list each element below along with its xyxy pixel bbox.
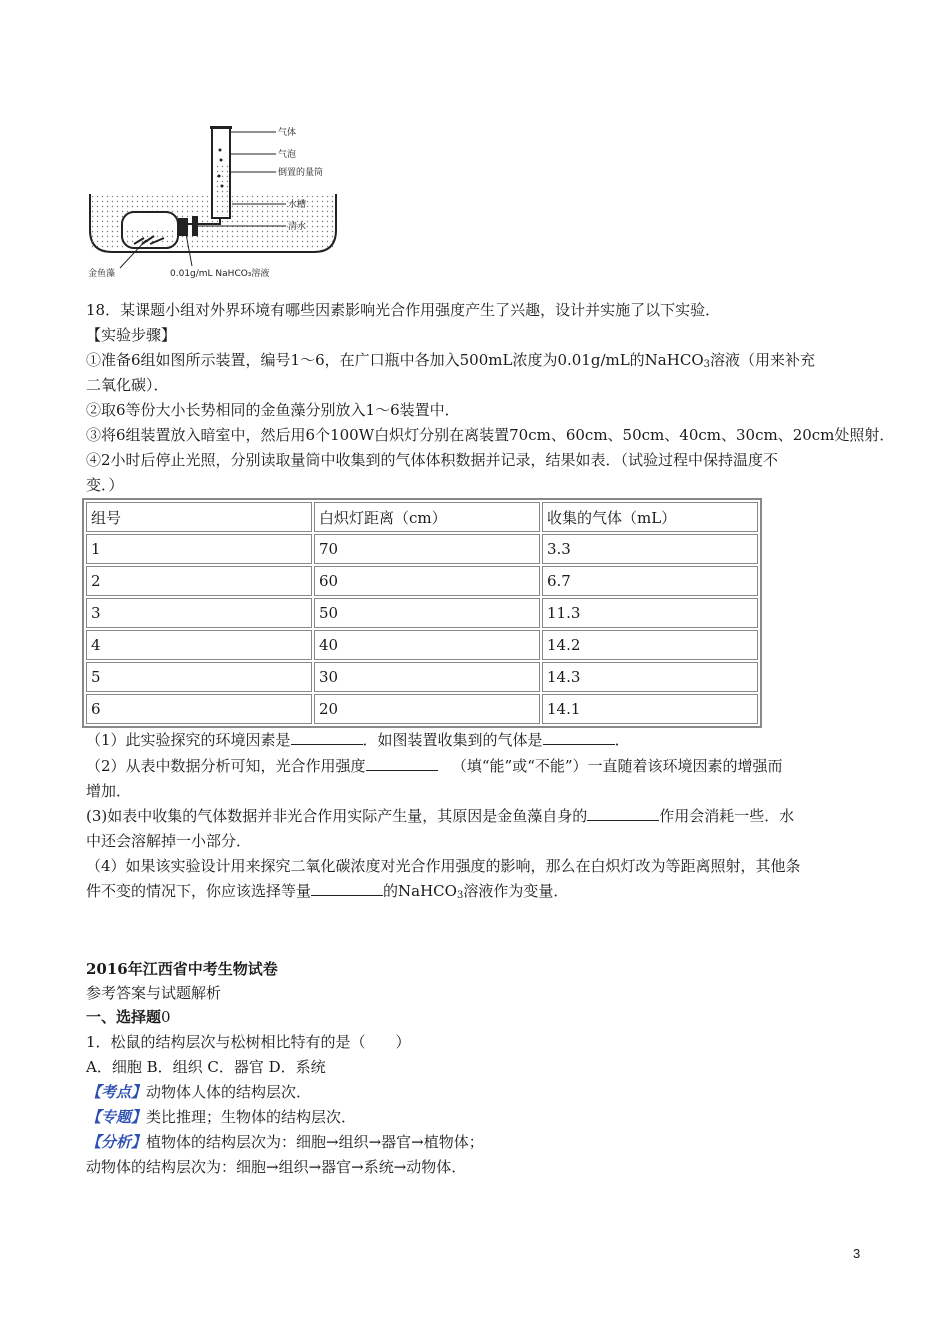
table-cell: 14.3 [542, 662, 758, 692]
table-cell: 30 [314, 662, 540, 692]
answer-blank [543, 730, 615, 745]
apparatus-figure [86, 120, 346, 280]
sub-question-1: （1）此实验探究的环境因素是 ．如图装置收集到的气体是 ． [86, 731, 630, 749]
table-cell: 1 [86, 534, 312, 564]
table-row [86, 566, 758, 596]
answer-blank [311, 881, 383, 896]
answers-title: 2016年江西省中考生物试卷 [86, 960, 278, 978]
table-cell: 3 [86, 598, 312, 628]
fenxi-tag: 【分析】 [86, 1133, 147, 1151]
header-group: 组号 [86, 502, 312, 532]
fenxi-line: 【分析】植物体的结构层次为：细胞→组织→器官→植物体； [86, 1133, 484, 1151]
sub-question-2: （2）从表中数据分析可知，光合作用强度 （填“能”或“不能”）一直随着该环境因素的增强而 [86, 757, 783, 775]
answer-blank [366, 756, 438, 771]
label-gas: 气体 [278, 128, 297, 138]
table-cell: 2 [86, 566, 312, 596]
step-1: ①准备6组如图所示装置，编号1～6，在广口瓶中各加入500mL浓度为0.01g/mL的NaHCO$_3$溶液（用来补充 [86, 351, 816, 370]
step-4-cont: 变．） [86, 476, 124, 494]
table-cell: 11.3 [542, 598, 758, 628]
step-4: ④2小时后停止光照，分别读取量筒中收集到的气体体积数据并记录，结果如表．（试验过程中保持温度不 [86, 451, 779, 469]
results-table [82, 498, 762, 728]
answer-blank [587, 806, 659, 821]
table-cell: 14.1 [542, 694, 758, 724]
sub-question-2-cont: 增加． [86, 782, 132, 800]
sub-question-4-cont: 件不变的情况下，你应该选择等量 的NaHCO$_3$溶液作为变量． [86, 882, 569, 901]
answer-blank [291, 730, 363, 745]
table-cell: 40 [314, 630, 540, 660]
question-1: 1．松鼠的结构层次与松树相比特有的是（ ） [86, 1033, 411, 1051]
kaodian-line: 【考点】动物体人体的结构层次． [86, 1083, 312, 1101]
table-row [86, 662, 758, 692]
page-number: 3 [853, 1246, 861, 1261]
fenxi-line-2: 动物体的结构层次为：细胞→组织→器官→系统→动物体． [86, 1158, 467, 1176]
table-cell: 60 [314, 566, 540, 596]
label-plant: 金鱼藻 [88, 269, 116, 279]
table-cell: 50 [314, 598, 540, 628]
table-cell: 5 [86, 662, 312, 692]
table-row [86, 534, 758, 564]
step-2: ②取6等份大小长势相同的金鱼藻分别放入1～6装置中． [86, 401, 460, 419]
sub-question-3-cont: 中还会溶解掉一小部分． [86, 832, 252, 850]
table-cell: 3.3 [542, 534, 758, 564]
label-trough: 水槽 [288, 200, 307, 210]
table-cell: 6.7 [542, 566, 758, 596]
section-heading: 一、选择题0 [86, 1008, 171, 1026]
zhuanti-line: 【专题】类比推理；生物体的结构层次． [86, 1108, 357, 1126]
kaodian-tag: 【考点】 [86, 1083, 147, 1101]
table-row [86, 598, 758, 628]
label-solution: 0.01g/mL NaHCO₃溶液 [170, 269, 270, 279]
steps-header: 【实验步骤】 [86, 326, 177, 344]
table-row [86, 630, 758, 660]
sub-question-3: (3)如表中收集的气体数据并非光合作用实际产生量，其原因是金鱼藻自身的 作用会消耗一些．水 [86, 807, 795, 825]
question-1-options: A．细胞 B．组织 C．器官 D．系统 [86, 1058, 326, 1076]
table-cell: 14.2 [542, 630, 758, 660]
table-cell: 4 [86, 630, 312, 660]
sub-question-4: （4）如果该实验设计用来探究二氧化碳浓度对光合作用强度的影响，那么在白炽灯改为等距离照射，其他条 [86, 857, 801, 875]
table-cell: 70 [314, 534, 540, 564]
zhuanti-tag: 【专题】 [86, 1108, 147, 1126]
table-header-row [86, 502, 758, 532]
header-gas: 收集的气体（mL） [542, 502, 758, 532]
table-cell: 6 [86, 694, 312, 724]
table-row [86, 694, 758, 724]
step-3: ③将6组装置放入暗室中，然后用6个100W白炽灯分别在离装置70cm、60cm、50cm、40cm、30cm、20cm处照射． [86, 426, 895, 444]
label-water: 清水 [288, 222, 307, 232]
q18-intro: 18．某课题小组对外界环境有哪些因素影响光合作用强度产生了兴趣，设计并实施了以下实验． [86, 301, 721, 319]
table-cell: 20 [314, 694, 540, 724]
answers-subtitle: 参考答案与试题解析 [86, 984, 222, 1002]
label-bubble: 气泡 [278, 150, 297, 160]
label-cylinder: 倒置的量筒 [278, 168, 324, 178]
step-1-cont: 二氧化碳）． [86, 376, 169, 394]
header-distance: 白炽灯距离（cm） [314, 502, 540, 532]
